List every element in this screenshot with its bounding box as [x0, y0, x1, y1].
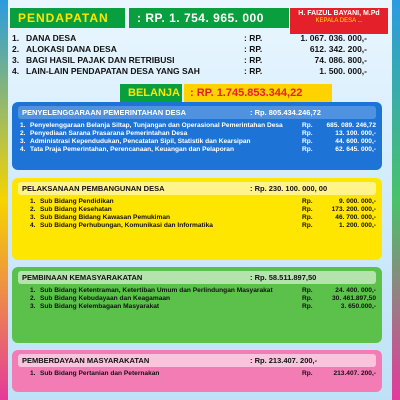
official-name: H. FAIZUL BAYANI, M.Pd: [298, 10, 380, 17]
list-item: [18, 122, 376, 130]
item-currency: Rp.: [302, 206, 313, 213]
item-amount: 685. 089. 246,72: [326, 122, 376, 129]
item-label: Sub Bidang Pertanian dan Peternakan: [40, 370, 160, 377]
section-pemberdayaan: [12, 350, 382, 392]
section-title: PENYELENGGARAAN PEMERINTAHAN DESA: [22, 108, 187, 117]
list-item: [18, 146, 376, 154]
item-amount: 30. 461.897,50: [332, 295, 376, 302]
item-currency: Rp.: [302, 146, 313, 153]
belanja-label: BELANJA: [120, 84, 182, 102]
left-decorative-stripe: [0, 0, 8, 400]
list-item: [18, 206, 376, 214]
official-role: KEPALA DESA ...: [315, 18, 363, 24]
pendapatan-total: : RP. 1. 754. 965. 000: [129, 8, 289, 28]
section-header: [18, 106, 376, 119]
section-title: PEMBINAAN KEMASYARAKATAN: [22, 273, 143, 282]
item-number: 1.: [30, 370, 36, 377]
item-number: 1.: [30, 198, 36, 205]
item-currency: Rp.: [302, 214, 313, 221]
section-total: : Rp. 230. 100. 000, 00: [250, 184, 328, 193]
item-number: 2.: [30, 206, 36, 213]
pendapatan-label: PENDAPATAN: [10, 8, 125, 28]
item-number: 4.: [30, 222, 36, 229]
belanja-total: : RP. 1.745.853.344,22: [184, 84, 332, 102]
item-currency: Rp.: [302, 130, 313, 137]
belanja-header: [120, 84, 332, 102]
item-currency: Rp.: [302, 222, 313, 229]
item-label: Penyediaan Sarana Prasarana Pemerintahan Desa: [30, 130, 188, 137]
item-amount: 1. 500. 000,-: [319, 65, 367, 76]
list-item: [18, 303, 376, 311]
item-label: Sub Bidang Ketentraman, Ketertiban Umum dan Perlindungan Masyarakat: [40, 287, 273, 294]
item-amount: 1. 067. 036. 000,-: [300, 32, 367, 43]
section-header: [18, 182, 376, 195]
list-item: [18, 198, 376, 206]
list-item: [18, 370, 376, 378]
section-title: PEMBERDAYAAN MASYARAKATAN: [22, 356, 150, 365]
list-item: [12, 32, 367, 43]
item-label: Sub Bidang Kelembagaan Masyarakat: [40, 303, 160, 310]
item-amount: 24. 400. 000,-: [335, 287, 376, 294]
item-currency: Rp.: [302, 122, 313, 129]
item-currency: Rp.: [302, 287, 313, 294]
item-label: Administrasi Kependudukan, Pencatatan Sipil, Statistik dan Kearsipan: [30, 138, 251, 145]
section-kemasyarakatan: [12, 267, 382, 343]
section-pembangunan: [12, 178, 382, 260]
item-number: 2.: [30, 295, 36, 302]
list-item: [12, 65, 367, 76]
item-number: 1.: [20, 122, 26, 129]
item-amount: 213.407. 200,-: [333, 370, 376, 377]
item-label: LAIN-LAIN PENDAPATAN DESA YANG SAH: [26, 65, 200, 76]
item-label: Tata Praja Pemerintahan, Perencanaan, Keuangan dan Pelaporan: [30, 146, 234, 153]
item-label: Sub Bidang Pendidikan: [40, 198, 114, 205]
item-label: Sub Bidang Perhubungan, Komunikasi dan Informatika: [40, 222, 213, 229]
item-label: ALOKASI DANA DESA: [26, 43, 117, 54]
item-label: BAGI HASIL PAJAK DAN RETRIBUSI: [26, 54, 175, 65]
item-currency: Rp.: [302, 138, 313, 145]
right-decorative-stripe: [392, 0, 400, 400]
item-label: Sub Bidang Kebudayaan dan Keagamaan: [40, 295, 171, 302]
item-currency: : RP.: [244, 65, 263, 76]
list-item: [18, 214, 376, 222]
item-amount: 9. 000. 000,-: [338, 198, 376, 205]
section-total: : Rp. 58.511.897,50: [250, 273, 317, 282]
list-item: [18, 287, 376, 295]
item-label: DANA DESA: [26, 32, 77, 43]
item-number: 3.: [30, 214, 36, 221]
item-currency: Rp.: [302, 303, 313, 310]
item-number: 4.: [20, 146, 26, 153]
list-item: [12, 43, 367, 54]
official-name-badge: [290, 8, 388, 34]
item-number: 2.: [12, 43, 20, 54]
list-item: [18, 138, 376, 146]
item-label: Sub Bidang Bidang Kawasan Pemukiman: [40, 214, 171, 221]
item-currency: : RP.: [244, 54, 263, 65]
item-number: 3.: [20, 138, 26, 145]
item-amount: 3. 650.000,-: [340, 303, 376, 310]
item-number: 1.: [30, 287, 36, 294]
item-amount: 173. 200. 000,-: [331, 206, 376, 213]
section-total: : Rp. 805.434.246,72: [250, 108, 321, 117]
item-label: Penyelenggaraan Belanja Siltap, Tunjangan dan Operasional Pemerintahan Desa: [30, 122, 283, 129]
section-header: [18, 354, 376, 367]
list-item: [18, 222, 376, 230]
pendapatan-list: [12, 32, 367, 76]
pendapatan-header: [10, 8, 289, 28]
item-amount: 74. 086. 800,-: [314, 54, 367, 65]
list-item: [12, 54, 367, 65]
item-currency: : RP.: [244, 32, 263, 43]
item-label: Sub Bidang Kesehatan: [40, 206, 112, 213]
item-number: 2.: [20, 130, 26, 137]
section-header: [18, 271, 376, 284]
item-amount: 62. 645. 000,-: [335, 146, 376, 153]
section-title: PELAKSANAAN PEMBANGUNAN DESA: [22, 184, 165, 193]
item-amount: 44. 600. 000,-: [335, 138, 376, 145]
item-number: 3.: [12, 54, 20, 65]
list-item: [18, 295, 376, 303]
item-number: 1.: [12, 32, 20, 43]
item-amount: 1. 200. 000,-: [338, 222, 376, 229]
section-pemerintahan: [12, 102, 382, 170]
item-currency: Rp.: [302, 198, 313, 205]
item-currency: Rp.: [302, 370, 313, 377]
item-number: 4.: [12, 65, 20, 76]
list-item: [18, 130, 376, 138]
item-number: 3.: [30, 303, 36, 310]
section-total: : Rp. 213.407. 200,-: [250, 356, 318, 365]
item-amount: 46. 700. 000,-: [335, 214, 376, 221]
item-currency: Rp.: [302, 295, 313, 302]
item-amount: 13. 100. 000,-: [335, 130, 376, 137]
item-currency: : RP.: [244, 43, 263, 54]
item-amount: 612. 342. 200,-: [309, 43, 367, 54]
